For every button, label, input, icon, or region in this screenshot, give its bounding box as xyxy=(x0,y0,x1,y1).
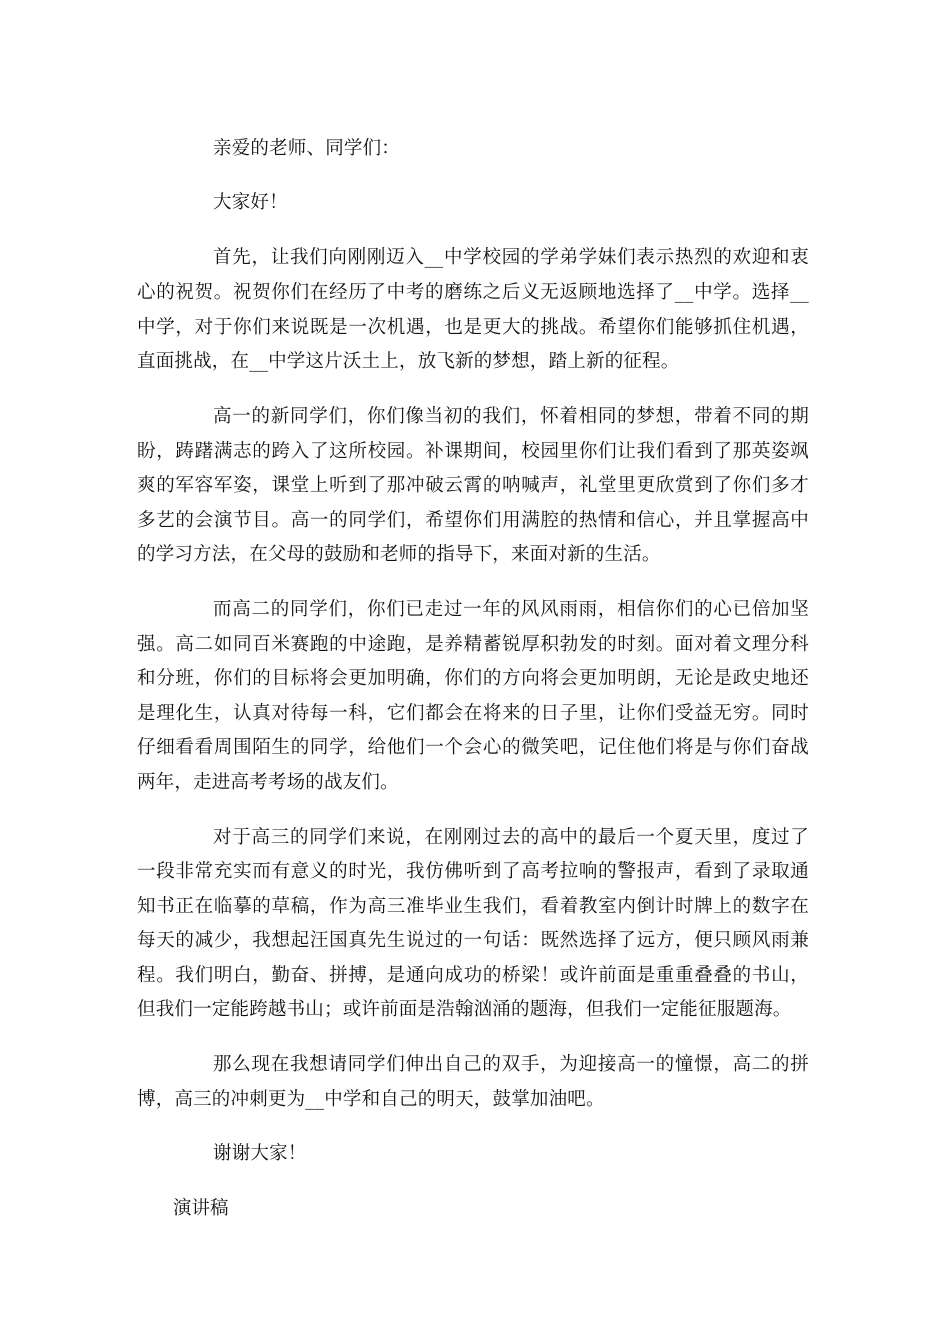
footer-label: 演讲稿 xyxy=(173,1198,229,1219)
paragraph-4-line-6: 但我们一定能跨越书山；或许前面是浩翰汹涌的题海，但我们一定能征服题海。 xyxy=(137,999,792,1020)
paragraph-2-line-3: 爽的军容军姿，课堂上听到了那冲破云霄的呐喊声，礼堂里更欣赏到了你们多才 xyxy=(137,475,809,496)
paragraph-3-line-5: 仔细看看周围陌生的同学，给他们一个会心的微笑吧，记住他们将是与你们奋战 xyxy=(137,737,809,758)
paragraph-3-line-6: 两年，走进高考考场的战友们。 xyxy=(137,772,399,793)
paragraph-4-line-3: 知书正在临摹的草稿，作为高三准毕业生我们，看着教室内倒计时牌上的数字在 xyxy=(137,896,809,917)
closing-line: 谢谢大家！ xyxy=(213,1143,307,1164)
paragraph-4-line-1: 对于高三的同学们来说，在刚刚过去的高中的最后一个夏天里，度过了 xyxy=(213,827,809,848)
paragraph-2-line-5: 的学习方法，在父母的鼓励和老师的指导下，来面对新的生活。 xyxy=(137,544,661,565)
paragraph-4-line-5: 程。我们明白，勤奋、拼搏，是通向成功的桥梁！或许前面是重重叠叠的书山， xyxy=(137,965,809,986)
paragraph-2-line-2: 盼，踌躇满志的跨入了这所校园。补课期间，校园里你们让我们看到了那英姿飒 xyxy=(137,441,809,462)
greeting: 亲爱的老师、同学们： xyxy=(213,138,401,159)
paragraph-4-line-2: 一段非常充实而有意义的时光，我仿佛听到了高考拉响的警报声，看到了录取通 xyxy=(137,861,809,882)
paragraph-4-line-4: 每天的减少，我想起汪国真先生说过的一句话：既然选择了远方，便只顾风雨兼 xyxy=(137,930,809,951)
paragraph-3-line-1: 而高二的同学们，你们已走过一年的风风雨雨，相信你们的心已倍加坚 xyxy=(213,599,809,620)
paragraph-1-line-3: 中学，对于你们来说既是一次机遇，也是更大的挑战。希望你们能够抓住机遇， xyxy=(137,317,809,338)
paragraph-1-line-1: 首先，让我们向刚刚迈入__中学校园的学弟学妹们表示热烈的欢迎和衷 xyxy=(213,247,809,268)
paragraph-1-line-2: 心的祝贺。祝贺你们在经历了中考的磨练之后义无返顾地选择了__中学。选择__ xyxy=(137,282,809,303)
paragraph-5-line-2: 博，高三的冲刺更为__中学和自己的明天，鼓掌加油吧。 xyxy=(137,1089,605,1110)
paragraph-1-line-4: 直面挑战，在__中学这片沃土上，放飞新的梦想，踏上新的征程。 xyxy=(137,351,680,372)
paragraph-2-line-4: 多艺的会演节目。高一的同学们，希望你们用满腔的热情和信心，并且掌握高中 xyxy=(137,510,809,531)
paragraph-5-line-1: 那么现在我想请同学们伸出自己的双手，为迎接高一的憧憬，高二的拼 xyxy=(213,1054,809,1075)
hello-line: 大家好！ xyxy=(213,192,288,213)
paragraph-3-line-4: 是理化生，认真对待每一科，它们都会在将来的日子里，让你们受益无穷。同时 xyxy=(137,703,809,724)
paragraph-3-line-3: 和分班，你们的目标将会更加明确，你们的方向将会更加明朗，无论是政史地还 xyxy=(137,668,809,689)
paragraph-3-line-2: 强。高二如同百米赛跑的中途跑，是养精蓄锐厚积勃发的时刻。面对着文理分科 xyxy=(137,634,809,655)
paragraph-2-line-1: 高一的新同学们，你们像当初的我们，怀着相同的梦想，带着不同的期 xyxy=(213,406,809,427)
